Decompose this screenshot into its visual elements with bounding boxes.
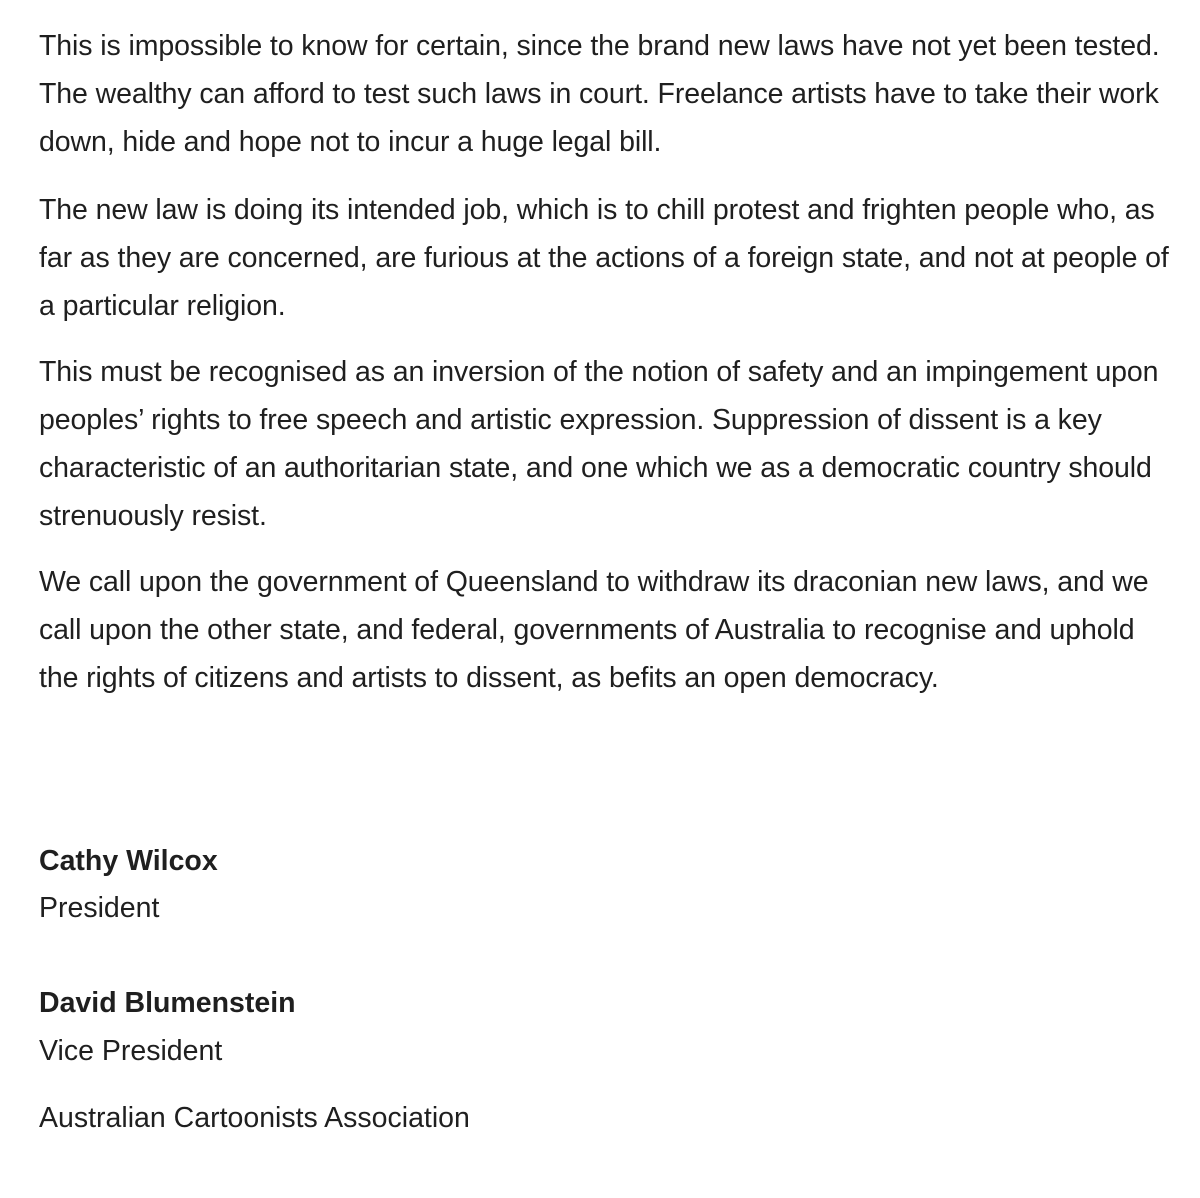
paragraph-1: This is impossible to know for certain, since the brand new laws have not yet been tested. The wealthy can afford to test such laws in court. Freelance artists have to take their work down, hide and hope not to incur a huge legal bill. [39, 30, 1160, 158]
signatory-title: President [39, 892, 160, 924]
paragraph-4: We call upon the government of Queensland to withdraw its draconian new laws, and we call upon the other state, and federal, governments of Australia to recognise and uphold the rights of citizens and artists to dissent, as befits an open democracy. [39, 566, 1149, 694]
paragraph-2: The new law is doing its intended job, which is to chill protest and frighten people who, as far as they are concerned, are furious at the actions of a foreign state, and not at people of a particular religion. [39, 194, 1169, 322]
organisation-name: Australian Cartoonists Association [39, 1102, 470, 1134]
signatory-name: David Blumenstein [39, 987, 296, 1019]
paragraph-3: This must be recognised as an inversion of the notion of safety and an impingement upon peoples’ rights to free speech and artistic expression. Suppression of dissent is a key characteristic of an authoritarian state, and one which we as a democratic country should strenuously resist. [39, 356, 1159, 532]
signatory-title: Vice President [39, 1035, 223, 1067]
signatory-name: Cathy Wilcox [39, 845, 218, 877]
